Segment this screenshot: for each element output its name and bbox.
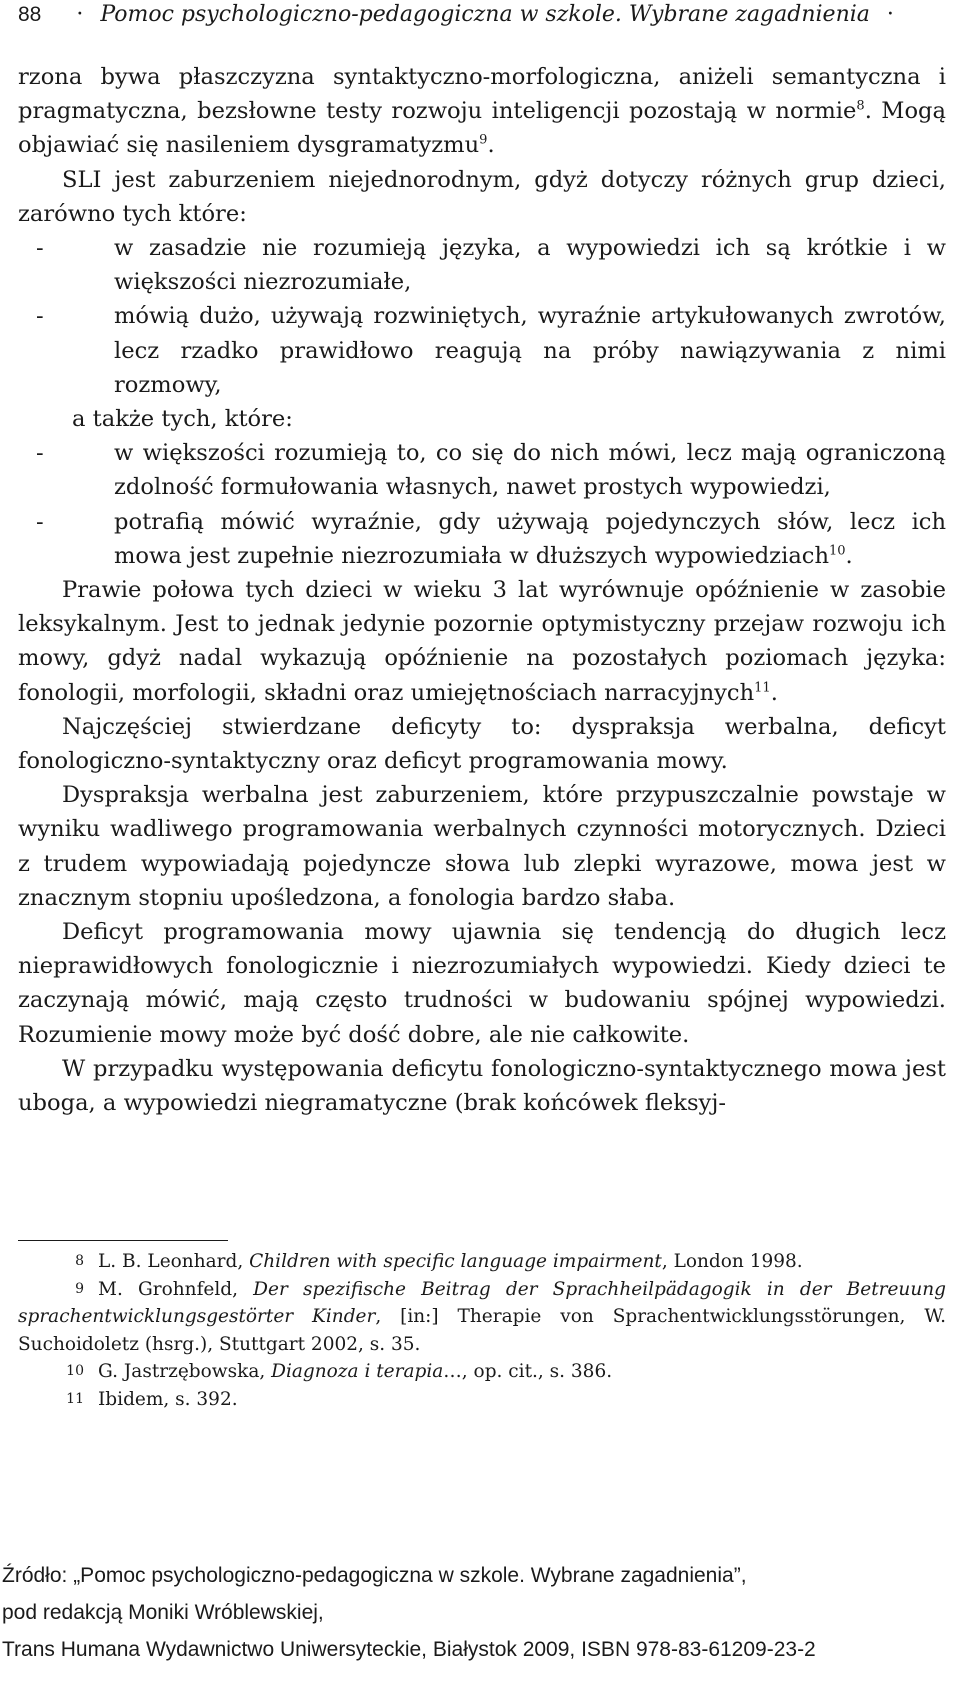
footnote-8 (18, 1248, 946, 1276)
main-text (18, 60, 946, 1120)
list-item-text: w zasadzie nie rozumieją języka, a wypowiedzi ich są krótkie i w większości niezrozumiałe, (114, 235, 946, 296)
footnote-number: 9 (75, 1280, 84, 1297)
list-item (18, 231, 946, 299)
list-item-text (114, 505, 946, 573)
footnote-9 (18, 1276, 946, 1359)
list-dash: - (36, 303, 44, 330)
list-dash: - (36, 440, 44, 467)
header-separator-right: · (886, 2, 894, 27)
source-line-3: Trans Humana Wydawnictwo Uniwersyteckie, Białystok 2009, ISBN 978-83-61209-23-2 (2, 1638, 816, 1661)
list-item-text: mówią dużo, używają rozwiniętych, wyraźnie artykułowanych zwrotów, lecz rzadko prawidłowo reagują na próby nawiązywania z nimi rozmowy, (114, 303, 946, 398)
paragraph-3-text-a: Prawie połowa tych dzieci w wieku 3 lat wyrównuje opóźnienie w zasobie leksykalnym. Jest to jednak jedynie pozornie optymistyczny przejaw rozwoju ich mowy, gdyż nadal wykazują opóźnienie na pozostałych poziomach języka: fonologii, morfologii, składni oraz umiejętnościach narracyjnych (18, 577, 946, 706)
list-item-text-end: . (845, 542, 853, 569)
source-line-1: Źródło: „Pomoc psychologiczno-pedagogiczna w szkole. Wybrane zagadnienia”, (2, 1564, 747, 1587)
paragraph-1 (18, 60, 946, 163)
footnote-title: Diagnoza i terapia (271, 1361, 444, 1382)
footnote-text: , London 1998. (661, 1251, 803, 1272)
list-intro: a także tych, które: (72, 406, 293, 433)
source-citation (2, 1557, 816, 1668)
list-item (18, 299, 946, 402)
footnote-ref-10[interactable]: 10 (829, 543, 846, 559)
page-number: 88 (18, 3, 42, 26)
list-item (18, 505, 946, 573)
footnote-number: 11 (66, 1390, 84, 1407)
paragraph-3 (18, 573, 946, 710)
list-dash: - (36, 508, 44, 535)
running-title: Pomoc psychologiczno-pedagogiczna w szkole. Wybrane zagadnienia (100, 2, 870, 27)
paragraph-1-text-a: rzona bywa płaszczyzna syntaktyczno-morfologiczna, aniżeli semantyczna i pragmatyczna, bezsłowne testy rozwoju inteligencji pozostają w normie (18, 64, 946, 125)
footnote-text: …, op. cit., s. 386. (443, 1361, 613, 1382)
list-item (18, 436, 946, 504)
paragraph-4: Najczęściej stwierdzane deficyty to: dyspraksja werbalna, deficyt fonologiczno-syntaktyczny oraz deficyt programowania mowy. (18, 713, 946, 775)
paragraph-3-text-b: . (770, 679, 778, 706)
footnote-text: Ibidem, s. 392. (98, 1388, 238, 1410)
footnote-ref-8[interactable]: 8 (856, 98, 865, 114)
paragraph-7: W przypadku występowania deficytu fonologiczno-syntaktycznego mowa jest uboga, a wypowiedzi niegramatyczne (brak końcówek fleksyj- (18, 1055, 946, 1117)
footnote-10 (18, 1358, 946, 1386)
source-line-2: pod redakcją Moniki Wróblewskiej, (2, 1601, 324, 1624)
page-header (18, 2, 904, 28)
footnote-text: L. B. Leonhard, (98, 1251, 250, 1272)
footnote-number: 10 (66, 1363, 84, 1379)
footnote-title: Children with specific language impairment (249, 1251, 662, 1272)
list-item-text-main: potrafią mówić wyraźnie, gdy używają pojedynczych słów, lecz ich mowa jest zupełnie niezrozumiała w dłuższych wypowiedziach (114, 508, 946, 569)
footnote-number: 8 (75, 1253, 84, 1269)
footnote-text: M. Grohnfeld, (98, 1278, 254, 1300)
paragraph-5: Dyspraksja werbalna jest zaburzeniem, które przypuszczalnie powstaje w wyniku wadliwego programowania werbalnych czynności motorycznych. Dzieci z trudem wypowiadają pojedyncze słowa lub zlepki wyrazowe, mowa jest w znacznym stopniu upośledzona, a fonologia bardzo słaba. (18, 782, 946, 911)
footnote-11 (18, 1386, 946, 1414)
footnote-ref-9[interactable]: 9 (479, 132, 488, 148)
paragraph-1-text-c: . (487, 132, 495, 159)
paragraph-6: Deficyt programowania mowy ujawnia się tendencją do długich lecz nieprawidłowych fonologicznie i niezrozumiałych wypowiedzi. Kiedy dzieci te zaczynają mówić, mają często trudności w budowaniu spójnej wypowiedzi. Rozumienie mowy może być dość dobre, ale nie całkowite. (18, 919, 946, 1048)
header-separator-left: · (76, 2, 84, 27)
footnote-title: Der spezifische Beitrag der Sprachheilpädagogik in der Betreuung sprachentwicklungsgestörter Kinder (18, 1278, 947, 1327)
list-item-text: w większości rozumieją to, co się do nich mówi, lecz mają ograniczoną zdolność formułowania własnych, nawet prostych wypowiedzi, (114, 440, 946, 501)
footnote-divider (18, 1240, 228, 1241)
list-dash: - (36, 235, 44, 262)
footnote-text: , [in:] Therapie von Sprachentwicklungsstörungen, W. Suchoidoletz (hsrg.), Stuttgart 2002, s. 35. (18, 1306, 946, 1355)
footnote-text: G. Jastrzębowska, (98, 1361, 272, 1382)
footnotes (18, 1248, 946, 1413)
footnote-ref-11[interactable]: 11 (754, 680, 771, 696)
paragraph-2: SLI jest zaburzeniem niejednorodnym, gdyż dotyczy różnych grup dzieci, zarówno tych które: (18, 166, 946, 227)
paragraph-1-text-b: . Mogą objawiać się nasileniem dysgramatyzmu (18, 98, 946, 159)
